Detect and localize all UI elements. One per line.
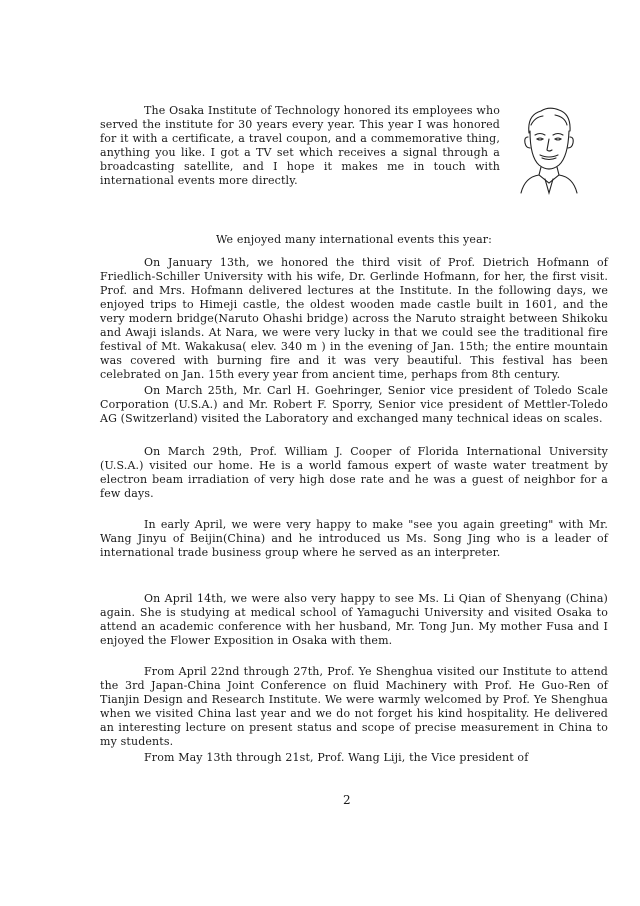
- intro-paragraph: The Osaka Institute of Technology honored its employees who served the institute for 30 years every year. This year I was honored for it with a certificate, a travel coupon, and a commemorative thing, anything you like. I got a TV set which receives a signal through a broadcasting satellite, and I hope it makes me in touch with international events more directly.: [100, 104, 500, 187]
- paragraph-may: From May 13th through 21st, Prof. Wang Liji, the Vice president of: [144, 751, 529, 764]
- paragraph-early-april: In early April, we were very happy to make "see you again greeting" with Mr. Wang Jinyu of Beijin(China) and he introduced us Ms. Song Jing who is a leader of international trade business group where he served as an interpreter.: [100, 518, 608, 559]
- paragraph-april-14: On April 14th, we were also very happy to see Ms. Li Qian of Shenyang (China) again. She is studying at medical school of Yamaguchi University and visited Osaka to attend an academic conference with her husband, Mr. Tong Jun. My mother Fusa and I enjoyed the Flower Exposition in Osaka with them.: [100, 592, 608, 647]
- portrait-sketch-icon: [515, 103, 583, 195]
- paragraph-april-22: From April 22nd through 27th, Prof. Ye Shenghua visited our Institute to attend the 3rd Japan-China Joint Conference on fluid Machinery with Prof. He Guo-Ren of Tianjin Design and Research Institute. We were warmly welcomed by Prof. Ye Shenghua when we visited China last year and we do not forget his kind hospitality. He delivered an interesting lecture on present status and scope of precise measurement in China to my students.: [100, 665, 608, 748]
- paragraph-january: On January 13th, we honored the third visit of Prof. Dietrich Hofmann of Friedlich-Schiller University with his wife, Dr. Gerlinde Hofmann, for her, the first visit. Prof. and Mrs. Hofmann delivered lectures at the Institute. In the following days, we enjoyed trips to Himeji castle, the oldest wooden made castle built in 1601, and the very modern bridge(Naruto Ohashi bridge) across the Naruto straight between Shikoku and Awaji islands. At Nara, we were very lucky in that we could see the traditional fire festival of Mt. Wakakusa( elev. 340 m ) in the evening of Jan. 15th; the entire mountain was covered with burning fire and it was very beautiful. This festival has been celebrated on Jan. 15th every year from ancient time, perhaps from 8th century.: [100, 256, 608, 381]
- page-number: 2: [343, 793, 351, 807]
- paragraph-march-29: On March 29th, Prof. William J. Cooper of Florida International University (U.S.A.) visited our home. He is a world famous expert of waste water treatment by electron beam irradiation of very high dose rate and he was a guest of neighbor for a few days.: [100, 445, 608, 500]
- paragraph-march-25: On March 25th, Mr. Carl H. Goehringer, Senior vice president of Toledo Scale Corporation (U.S.A.) and Mr. Robert F. Sporry, Senior vice president of Mettler-Toledo AG (Switzerland) visited the Laboratory and exchanged many technical ideas on scales.: [100, 384, 608, 425]
- section-heading: We enjoyed many international events this year:: [215, 233, 493, 246]
